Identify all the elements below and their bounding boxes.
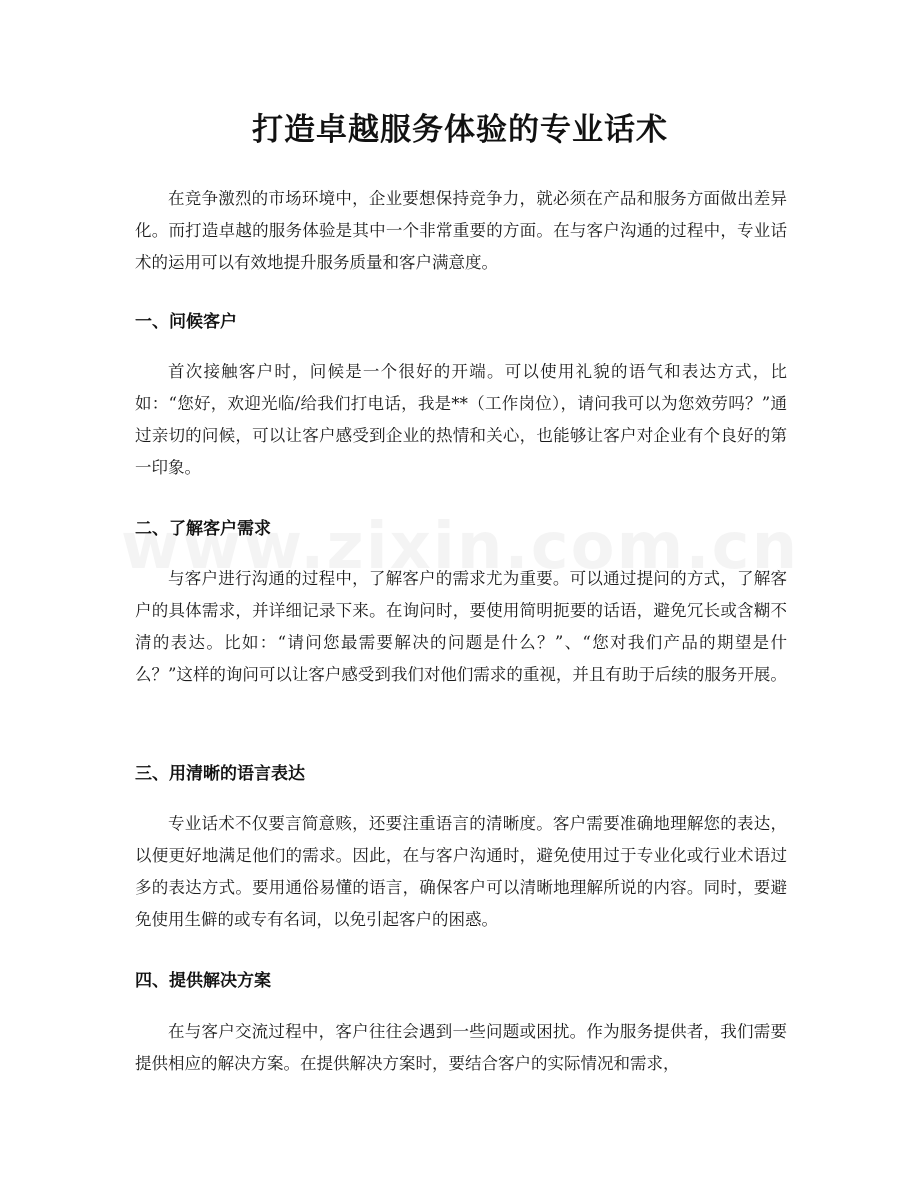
section-heading-4: 四、提供解决方案 xyxy=(135,971,271,991)
section-body-2: 与客户进行沟通的过程中，了解客户的需求尤为重要。可以通过提问的方式，了解客户的具体需求，并详细记录下来。在询问时，要使用简明扼要的话语，避免冗长或含糊不清的表达。比如：“请问您最需要解决的问题是什么？”、“您对我们产品的期望是什么？”这样的询问可以让客户感受到我们对他们需求的重视，并且有助于后续的服务开展。 xyxy=(135,569,787,684)
section-heading-2: 二、了解客户需求 xyxy=(135,519,271,539)
section-heading-3: 三、用清晰的语言表达 xyxy=(135,764,305,784)
section-body-1: 首次接触客户时，问候是一个很好的开端。可以使用礼貌的语气和表达方式，比如：“您好，欢迎光临/给我们打电话，我是**（工作岗位），请问我可以为您效劳吗？”通过亲切的问候，可以让客户感受到企业的热情和关心，也能够让客户对企业有个良好的第一印象。 xyxy=(135,362,787,477)
section-body-4: 在与客户交流过程中，客户往往会遇到一些问题或困扰。作为服务提供者，我们需要提供相应的解决方案。在提供解决方案时，要结合客户的实际情况和需求， xyxy=(135,1022,787,1073)
intro-paragraph: 在竞争激烈的市场环境中，企业要想保持竞争力，就必须在产品和服务方面做出差异化。而打造卓越的服务体验是其中一个非常重要的方面。在与客户沟通的过程中，专业话术的运用可以有效地提升服务质量和客户满意度。 xyxy=(135,189,787,272)
section-body-3: 专业话术不仅要言简意赅，还要注重语言的清晰度。客户需要准确地理解您的表达，以便更好地满足他们的需求。因此，在与客户沟通时，避免使用过于专业化或行业术语过多的表达方式。要用通俗易懂的语言，确保客户可以清晰地理解所说的内容。同时，要避免使用生僻的或专有名词，以免引起客户的困惑。 xyxy=(135,814,787,929)
section-heading-1: 一、问候客户 xyxy=(135,312,237,332)
document-title: 打造卓越服务体验的专业话术 xyxy=(252,112,668,148)
